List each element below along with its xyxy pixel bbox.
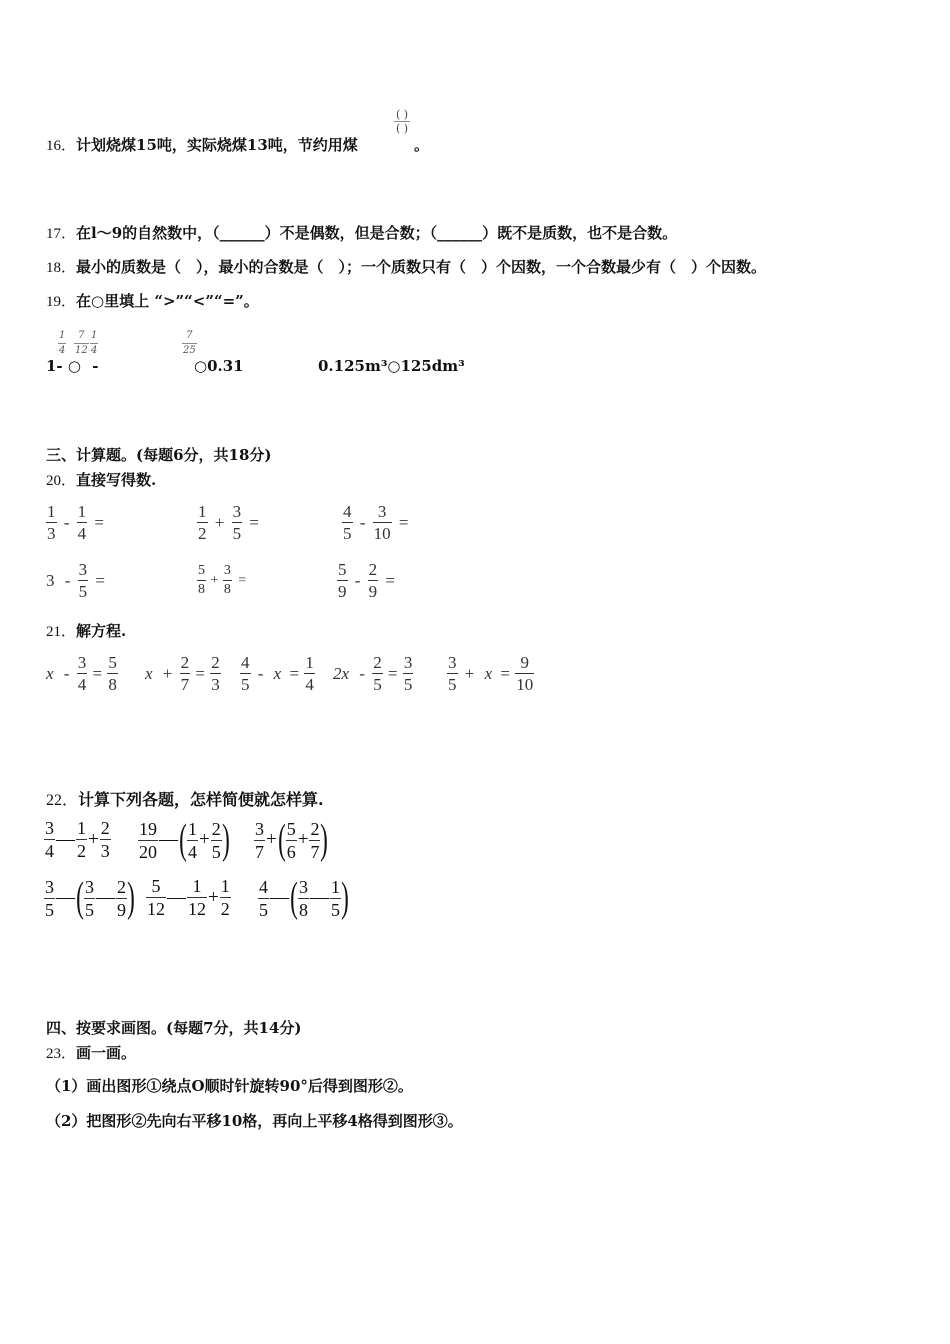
question-number: 17． (46, 226, 77, 242)
q19-frac-2: $\frac{7}{12}$ (75, 330, 88, 356)
q19-item-1: 1- ○ - (46, 357, 99, 375)
q22-expression: $\frac{3}{4}$ — $\frac{1}{2}$ + $\frac{2}{3}$ (45, 818, 110, 861)
q20-item: $\frac{4}{5}$ - $\frac{3}{10}$ = (343, 502, 409, 543)
q21-equation: $\frac{4}{5}$ - x = $\frac{1}{4}$ (241, 653, 314, 694)
question-23 (46, 1042, 136, 1063)
question-number: 23． (46, 1046, 77, 1062)
section-4-title: 四、按要求画图。(每题7分，共14分) (46, 1019, 302, 1037)
question-text: 在○里填上 “>”“<”“=”。 (76, 292, 259, 310)
question-21 (46, 620, 126, 641)
q22-expression: $\frac{4}{5}$ —( $\frac{3}{8}$ — $\frac{1}{5}$ ) (259, 875, 349, 921)
q22-expression: $\frac{3}{7}$ +( $\frac{5}{6}$ + $\frac{2}{7}$ ) (255, 817, 329, 863)
question-text: 解方程. (76, 622, 127, 640)
question-19 (46, 290, 259, 311)
question-number: 20． (46, 473, 77, 489)
question-number: 22． (46, 792, 79, 809)
question-23-sub-2: （2）把图形②先向右平移10格，再向上平移4格得到图形③。 (46, 1112, 463, 1130)
question-number: 18． (46, 260, 77, 276)
q19-frac-4: $\frac{7}{25}$ (183, 330, 196, 356)
section-3-title: 三、计算题。(每题6分，共18分) (46, 446, 272, 464)
question-17 (46, 222, 677, 243)
q19-item-3: 0.125m³○125dm³ (318, 357, 465, 375)
q20-item: 3 - $\frac{3}{5}$ = (46, 560, 106, 601)
q21-equation: x - $\frac{3}{4}$ = $\frac{5}{8}$ (46, 653, 117, 694)
q21-equation: $\frac{3}{5}$ + x = $\frac{9}{10}$ (448, 653, 534, 694)
question-text: 计划烧煤15吨，实际烧煤13吨，节约用煤 (76, 136, 358, 154)
q21-equation: x + $\frac{2}{7}$ = $\frac{2}{3}$ (145, 653, 220, 694)
question-18 (46, 256, 766, 277)
q22-expression: $\frac{5}{12}$ — $\frac{1}{12}$ + $\frac{1}{2}$ (147, 876, 230, 919)
question-text: 直接写得数. (76, 471, 157, 489)
question-text: 计算下列各题，怎样简便就怎样算. (78, 790, 324, 809)
question-number: 16． (46, 138, 77, 154)
q20-item: $\frac{1}{2}$ + $\frac{3}{5}$ = (198, 502, 259, 543)
q19-frac-1: $\frac{1}{4}$ (59, 330, 66, 356)
question-text: 画一画。 (76, 1044, 137, 1062)
question-16 (46, 134, 358, 155)
question-22 (46, 787, 324, 810)
blank-fraction: ( ) ( ) (396, 108, 409, 135)
q19-frac-3: $\frac{1}{4}$ (91, 330, 98, 356)
q20-item: $\frac{5}{9}$ - $\frac{2}{9}$ = (338, 560, 396, 601)
question-23-sub-1: （1）画出图形①绕点O顺时针旋转90°后得到图形②。 (46, 1077, 413, 1095)
question-text: 在l～9的自然数中，（______）不是偶数，但是合数；（______）既不是质数，也不是合数。 (76, 224, 678, 242)
q22-expression: $\frac{3}{5}$ —( $\frac{3}{5}$ — $\frac{2}{9}$ ) (45, 875, 135, 921)
q21-equation: 2x - $\frac{2}{5}$ = $\frac{3}{5}$ (333, 653, 413, 694)
q20-item: $\frac{5}{8}$ + $\frac{3}{8}$ = (198, 563, 247, 597)
q22-expression: $\frac{19}{20}$ —( $\frac{1}{4}$ + $\frac{2}{5}$ ) (139, 817, 230, 863)
question-20 (46, 469, 156, 490)
question-number: 19． (46, 294, 77, 310)
q20-item: $\frac{1}{3}$ - $\frac{1}{4}$ = (47, 502, 105, 543)
q19-item-2: ○0.31 (194, 357, 244, 375)
question-text: 最小的质数是（ ），最小的合数是（ ）；一个质数只有（ ）个因数，一个合数最少有（ ）个因数。 (76, 258, 767, 276)
question-number: 21． (46, 624, 77, 640)
question-16-end: 。 (414, 136, 430, 154)
